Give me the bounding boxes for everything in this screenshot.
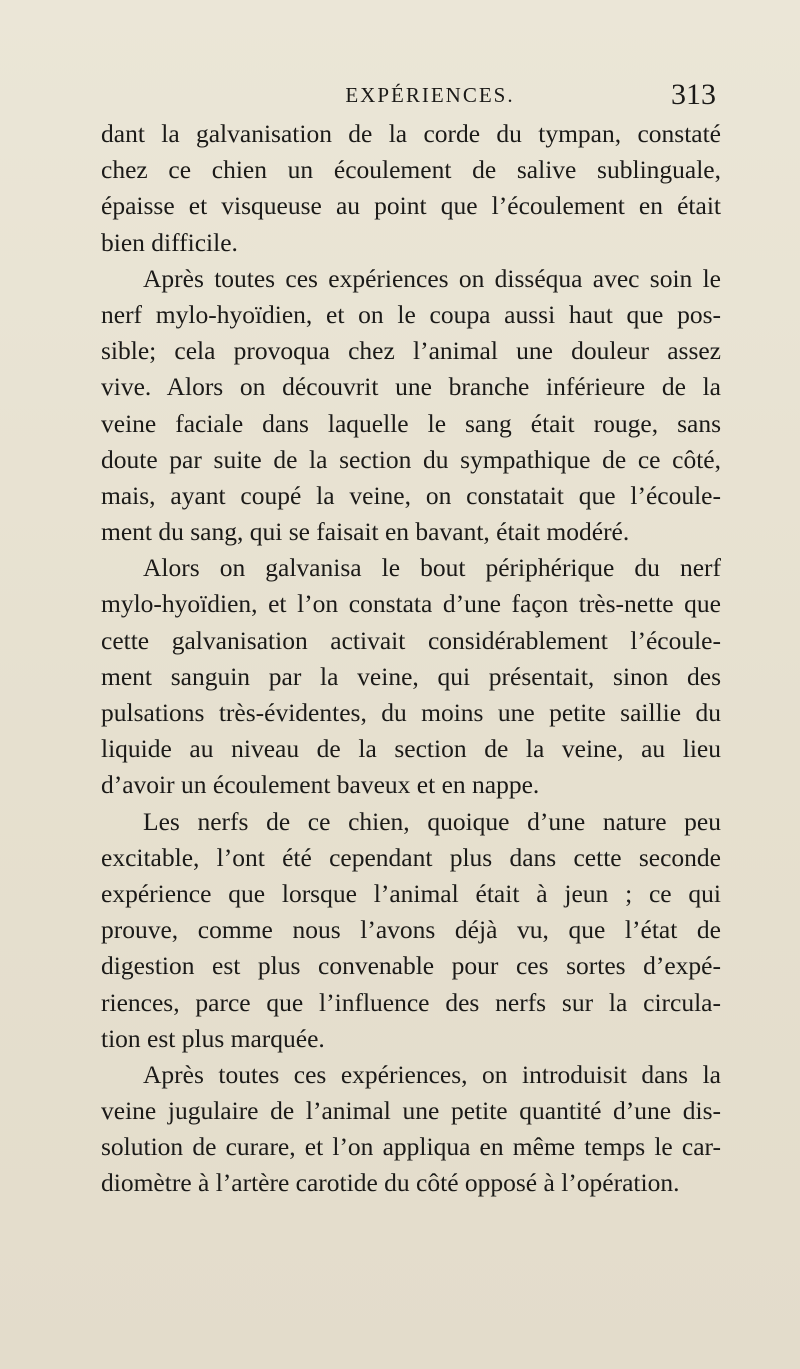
text-line: doute par suite de la section du sympathique de ce côté, xyxy=(101,444,721,474)
text-line: sible; cela provoqua chez l’animal une douleur assez xyxy=(101,336,721,366)
text-line: ment sanguin par la veine, qui présentait, sinon des xyxy=(101,661,721,691)
text-line: d’avoir un écoulement baveux et en nappe. xyxy=(101,770,540,800)
text-line: vive. Alors on découvrit une branche inférieure de la xyxy=(101,372,721,402)
text-line: veine jugulaire de l’animal une petite quantité d’une dis- xyxy=(101,1096,721,1126)
text-line: riences, parce que l’influence des nerfs sur la circula- xyxy=(101,987,721,1017)
text-line: nerf mylo-hyoïdien, et on le coupa aussi haut que pos- xyxy=(101,299,721,329)
text-line: bien difficile. xyxy=(101,227,238,257)
text-line: Après toutes ces expériences, on introduisit dans la xyxy=(143,1059,721,1089)
running-title: EXPÉRIENCES. xyxy=(345,83,515,107)
text-line: mais, ayant coupé la veine, on constatait que l’écoule- xyxy=(101,480,721,510)
paragraph-2 xyxy=(101,261,721,551)
text-line: prouve, comme nous l’avons déjà vu, que l’état de xyxy=(101,915,721,945)
text-line: liquide au niveau de la section de la veine, au lieu xyxy=(101,734,721,764)
body-text xyxy=(101,116,721,1202)
text-line: excitable, l’ont été cependant plus dans cette seconde xyxy=(101,842,721,872)
text-line: veine faciale dans laquelle le sang était rouge, sans xyxy=(101,408,721,438)
paragraph-1 xyxy=(101,116,721,261)
text-line: digestion est plus convenable pour ces sortes d’expé- xyxy=(101,951,721,981)
paragraph-4 xyxy=(101,804,721,1057)
text-line: ment du sang, qui se faisait en bavant, était modéré. xyxy=(101,517,630,547)
text-line: dant la galvanisation de la corde du tympan, constaté xyxy=(101,119,721,148)
text-line: diomètre à l’artère carotide du côté opposé à l’opération. xyxy=(101,1168,680,1198)
text-line: tion est plus marquée. xyxy=(101,1023,325,1053)
text-line: Les nerfs de ce chien, quoique d’une nature peu xyxy=(143,806,721,836)
page-number: 313 xyxy=(671,78,716,111)
page-header xyxy=(100,80,760,110)
text-line: Après toutes ces expériences on disséqua avec soin le xyxy=(143,263,721,293)
paragraph-5 xyxy=(101,1057,721,1202)
text-line: mylo-hyoïdien, et l’on constata d’une façon très-nette que xyxy=(101,589,721,619)
text-line: expérience que lorsque l’animal était à jeun ; ce qui xyxy=(101,878,721,908)
text-line: épaisse et visqueuse au point que l’écoulement en était xyxy=(101,191,721,221)
text-line: pulsations très-évidentes, du moins une petite saillie du xyxy=(101,698,721,727)
text-line: chez ce chien un écoulement de salive sublinguale, xyxy=(101,155,721,185)
text-line: solution de curare, et l’on appliqua en même temps le car- xyxy=(101,1132,721,1162)
text-line: Alors on galvanisa le bout périphérique du nerf xyxy=(143,553,721,583)
paragraph-3 xyxy=(101,550,721,803)
text-line: cette galvanisation activait considérablement l’écoule- xyxy=(101,625,721,655)
